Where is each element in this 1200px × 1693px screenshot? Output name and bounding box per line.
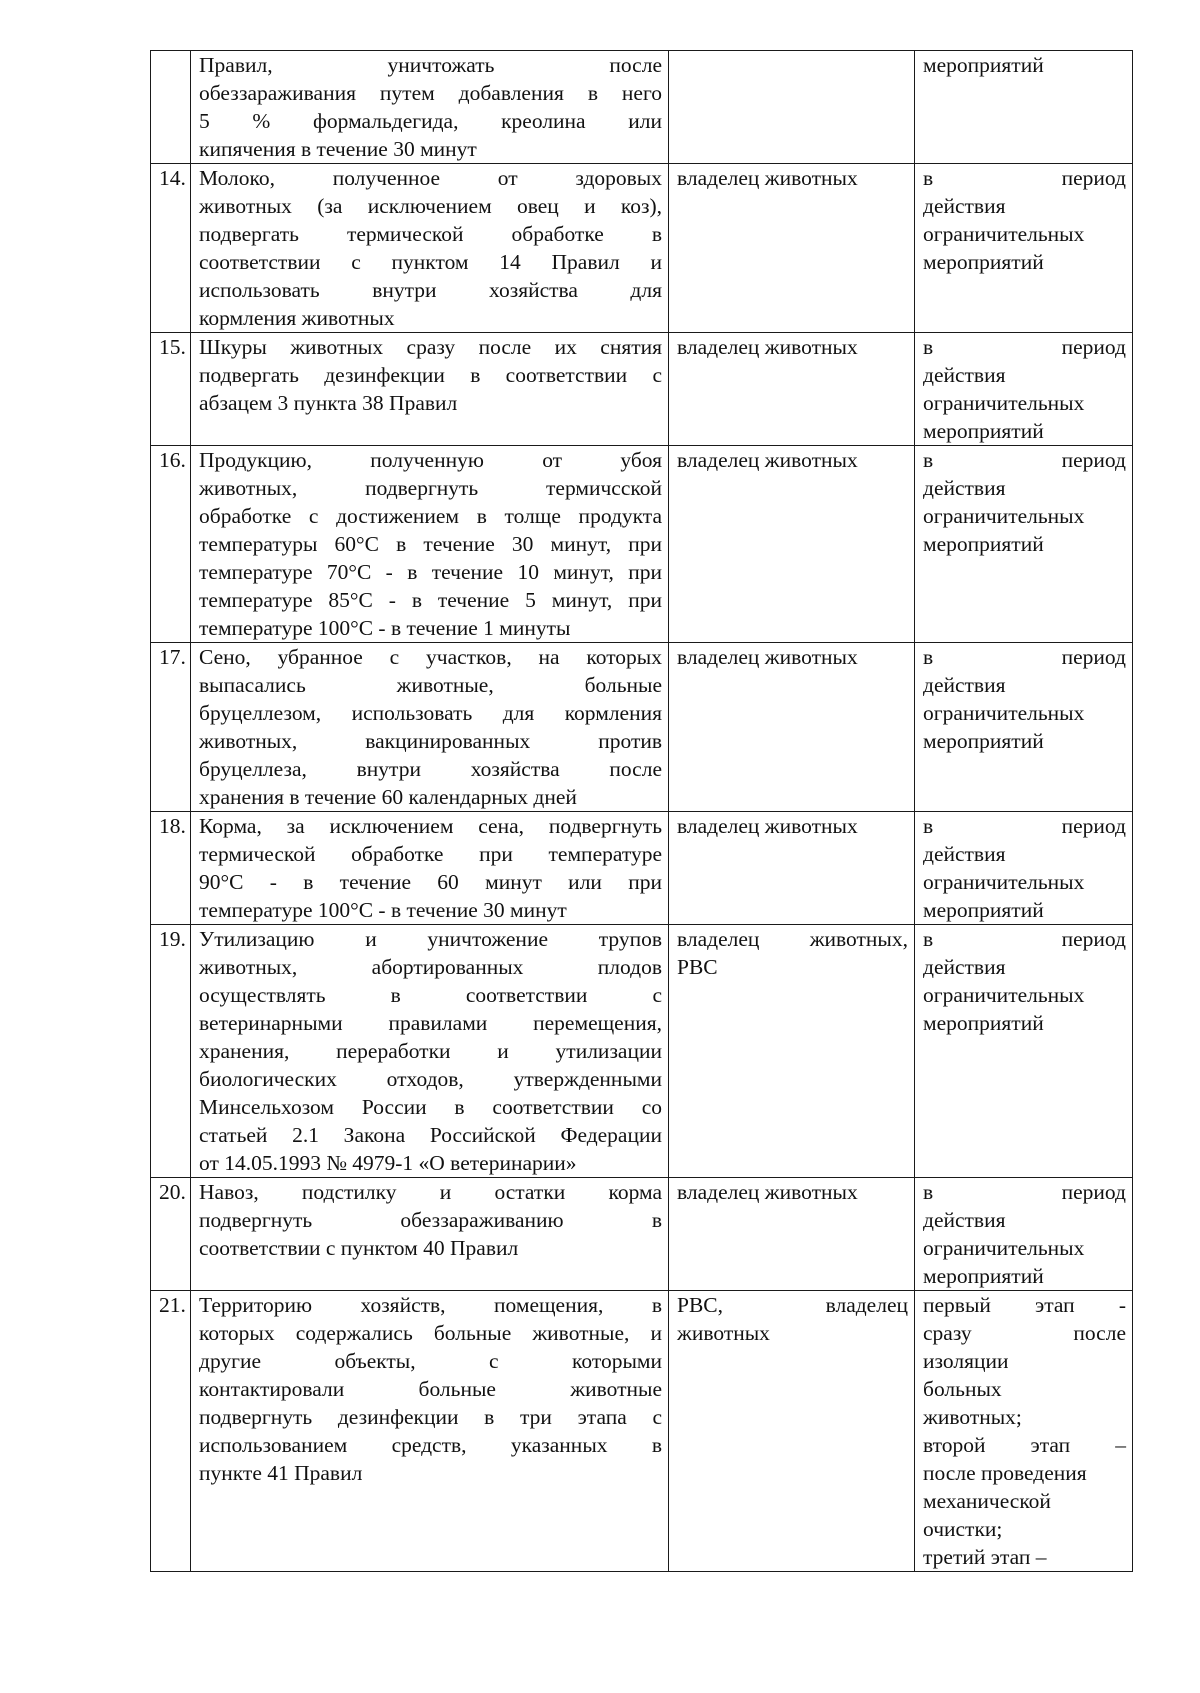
text-line: мероприятий (923, 250, 1044, 274)
execution-period (915, 1178, 1133, 1291)
text-line: температуре 85°С - в течение 5 минут, при (199, 588, 662, 612)
text-line: мероприятий (923, 532, 1044, 556)
text-line: хранения в течение 60 календарных дней (199, 785, 577, 809)
execution-period (915, 51, 1133, 164)
table-row (151, 643, 1133, 812)
row-number: 18. (151, 812, 191, 925)
table-row (151, 164, 1133, 333)
text-line: температуры 60°С в течение 30 минут, при (199, 532, 662, 556)
text-line: термической обработке при температуре (199, 842, 662, 866)
text-line: животных (за исключением овец и коз), (199, 194, 662, 218)
text-line: действия (923, 673, 1006, 697)
text-line: изоляции (923, 1349, 1009, 1373)
responsible-party (669, 812, 915, 925)
row-number: 16. (151, 446, 191, 643)
responsible-party (669, 51, 915, 164)
text-line: контактировали больные животные (199, 1377, 662, 1401)
text-line: владелец животных (677, 335, 858, 359)
text-line: хранения, переработки и утилизации (199, 1039, 662, 1063)
text-line: использовать внутри хозяйства для (199, 278, 662, 302)
text-line: владелец животных (677, 166, 858, 190)
text-line: действия (923, 1208, 1006, 1232)
text-line: 5 % формальдегида, креолина или (199, 109, 662, 133)
measure-description (191, 1291, 669, 1572)
text-line: больных (923, 1377, 1002, 1401)
text-line: сразу после (923, 1321, 1126, 1345)
text-line: в период (923, 448, 1126, 472)
row-number: 15. (151, 333, 191, 446)
execution-period (915, 643, 1133, 812)
text-line: соответствии с пунктом 40 Правил (199, 1236, 519, 1260)
text-line: Правил, уничтожать после (199, 53, 662, 77)
text-line: другие объекты, с которыми (199, 1349, 662, 1373)
responsible-party (669, 164, 915, 333)
text-line: действия (923, 842, 1006, 866)
text-line: подвергать дезинфекции в соответствии с (199, 363, 662, 387)
text-line: владелец животных (677, 1180, 858, 1204)
text-line: владелец животных (677, 814, 858, 838)
row-number: 17. (151, 643, 191, 812)
responsible-party (669, 333, 915, 446)
text-line: ограничительных (923, 222, 1085, 246)
text-line: третий этап – (923, 1545, 1047, 1569)
text-line: ограничительных (923, 870, 1085, 894)
execution-period (915, 164, 1133, 333)
text-line: после проведения (923, 1461, 1087, 1485)
text-line: кормления животных (199, 306, 395, 330)
text-line: в период (923, 645, 1126, 669)
execution-period (915, 925, 1133, 1178)
execution-period (915, 446, 1133, 643)
text-line: РВС, владелец (677, 1293, 908, 1317)
table-row (151, 1291, 1133, 1572)
table-row (151, 812, 1133, 925)
text-line: животных, подвергнуть термичсской (199, 476, 662, 500)
text-line: в период (923, 166, 1126, 190)
text-line: ограничительных (923, 983, 1085, 1007)
measure-description (191, 643, 669, 812)
text-line: ограничительных (923, 504, 1085, 528)
text-line: животных (677, 1321, 770, 1345)
text-line: подвергнуть дезинфекции в три этапа с (199, 1405, 662, 1429)
text-line: владелец животных (677, 448, 858, 472)
row-number: 19. (151, 925, 191, 1178)
text-line: Территорию хозяйств, помещения, в (199, 1293, 662, 1317)
text-line: биологических отходов, утвержденными (199, 1067, 662, 1091)
text-line: первый этап - (923, 1293, 1126, 1317)
responsible-party (669, 643, 915, 812)
text-line: пункте 41 Правил (199, 1461, 363, 1485)
text-line: мероприятий (923, 419, 1044, 443)
text-line: Шкуры животных сразу после их снятия (199, 335, 662, 359)
table-row (151, 333, 1133, 446)
text-line: осуществлять в соответствии с (199, 983, 662, 1007)
text-line: ограничительных (923, 391, 1085, 415)
text-line: мероприятий (923, 53, 1044, 77)
text-line: мероприятий (923, 1011, 1044, 1035)
text-line: владелец животных, (677, 927, 908, 951)
measure-description (191, 1178, 669, 1291)
text-line: Корма, за исключением сена, подвергнуть (199, 814, 662, 838)
responsible-party (669, 446, 915, 643)
text-line: мероприятий (923, 729, 1044, 753)
text-line: действия (923, 476, 1006, 500)
text-line: второй этап – (923, 1433, 1126, 1457)
text-line: которых содержались больные животные, и (199, 1321, 662, 1345)
execution-period (915, 812, 1133, 925)
responsible-party (669, 1178, 915, 1291)
table-row (151, 446, 1133, 643)
text-line: от 14.05.1993 № 4979-1 «О ветеринарии» (199, 1151, 577, 1175)
text-line: статьей 2.1 Закона Российской Федерации (199, 1123, 662, 1147)
measures-table-body (151, 51, 1133, 1572)
text-line: подвергать термической обработке в (199, 222, 662, 246)
table-row (151, 925, 1133, 1178)
text-line: температуре 100°С - в течение 30 минут (199, 898, 567, 922)
table-row (151, 51, 1133, 164)
text-line: Минсельхозом России в соответствии со (199, 1095, 662, 1119)
measure-description (191, 164, 669, 333)
text-line: ограничительных (923, 701, 1085, 725)
text-line: 90°С - в течение 60 минут или при (199, 870, 662, 894)
measure-description (191, 812, 669, 925)
text-line: Продукцию, полученную от убоя (199, 448, 662, 472)
text-line: бруцеллеза, внутри хозяйства после (199, 757, 662, 781)
row-number: 20. (151, 1178, 191, 1291)
text-line: владелец животных (677, 645, 858, 669)
text-line: бруцеллезом, использовать для кормления (199, 701, 662, 725)
text-line: Навоз, подстилку и остатки корма (199, 1180, 662, 1204)
measure-description (191, 925, 669, 1178)
execution-period (915, 333, 1133, 446)
table-row (151, 1178, 1133, 1291)
text-line: соответствии с пунктом 14 Правил и (199, 250, 662, 274)
text-line: мероприятий (923, 1264, 1044, 1288)
text-line: температуре 100°С - в течение 1 минуты (199, 616, 571, 640)
text-line: Молоко, полученное от здоровых (199, 166, 662, 190)
text-line: РВС (677, 955, 718, 979)
responsible-party (669, 925, 915, 1178)
text-line: действия (923, 955, 1006, 979)
text-line: Утилизацию и уничтожение трупов (199, 927, 662, 951)
text-line: механической (923, 1489, 1051, 1513)
responsible-party (669, 1291, 915, 1572)
text-line: действия (923, 363, 1006, 387)
text-line: обработке с достижением в толще продукта (199, 504, 662, 528)
text-line: ограничительных (923, 1236, 1085, 1260)
text-line: животных; (923, 1405, 1022, 1429)
text-line: действия (923, 194, 1006, 218)
text-line: в период (923, 335, 1126, 359)
text-line: в период (923, 927, 1126, 951)
text-line: абзацем 3 пункта 38 Правил (199, 391, 458, 415)
text-line: обеззараживания путем добавления в него (199, 81, 662, 105)
row-number (151, 51, 191, 164)
text-line: очистки; (923, 1517, 1003, 1541)
text-line: температуре 70°С - в течение 10 минут, при (199, 560, 662, 584)
text-line: мероприятий (923, 898, 1044, 922)
text-line: животных, абортированных плодов (199, 955, 662, 979)
measure-description (191, 51, 669, 164)
text-line: животных, вакцинированных против (199, 729, 662, 753)
text-line: Сено, убранное с участков, на которых (199, 645, 662, 669)
measure-description (191, 333, 669, 446)
row-number: 21. (151, 1291, 191, 1572)
measures-table (150, 50, 1133, 1572)
text-line: кипячения в течение 30 минут (199, 137, 477, 161)
execution-period (915, 1291, 1133, 1572)
measure-description (191, 446, 669, 643)
text-line: выпасались животные, больные (199, 673, 662, 697)
row-number: 14. (151, 164, 191, 333)
text-line: подвергнуть обеззараживанию в (199, 1208, 662, 1232)
text-line: использованием средств, указанных в (199, 1433, 662, 1457)
text-line: в период (923, 1180, 1126, 1204)
text-line: в период (923, 814, 1126, 838)
text-line: ветеринарными правилами перемещения, (199, 1011, 662, 1035)
